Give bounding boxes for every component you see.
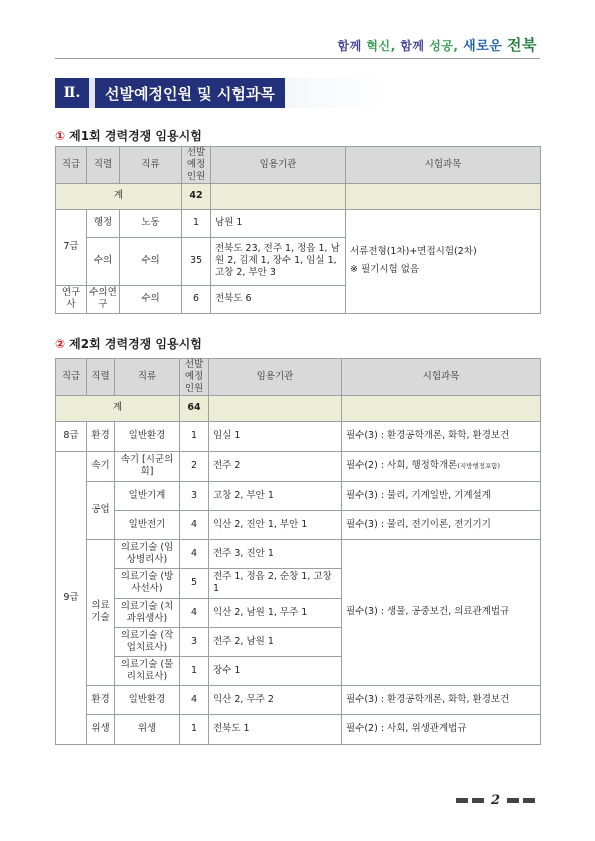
table-row [56, 421, 541, 451]
cell-series: 위생 [87, 714, 115, 744]
slogan-part: 성공, [429, 39, 459, 53]
total-row [56, 395, 541, 421]
cell-class: 일반기계 [115, 481, 180, 510]
footer-bar [456, 798, 468, 803]
col-header-agency: 임용기관 [211, 147, 346, 184]
cell-count: 4 [180, 510, 209, 539]
cell-grade: 7급 [56, 209, 87, 285]
table-row [56, 510, 541, 539]
page-footer [456, 793, 535, 808]
cell-grade: 9급 [56, 451, 87, 744]
exam1-title: 제1회 경력경쟁 임용시험 [69, 129, 202, 143]
footer-bar [472, 798, 484, 803]
subjects-text: 필수(2) : 사회, 행정학개론 [346, 460, 458, 472]
cell-class: 수의 [120, 285, 182, 313]
cell-class: 수의 [120, 237, 182, 285]
table-header-row [56, 359, 541, 396]
col-header-grade: 직급 [56, 359, 87, 396]
page-number: 2 [490, 793, 500, 808]
col-header-subjects: 시험과목 [342, 359, 541, 396]
cell-class: 일반환경 [115, 421, 180, 451]
table-row [56, 209, 541, 237]
cell-count: 4 [180, 539, 209, 568]
section-title: 선발예정인원 및 시험과목 [95, 78, 285, 108]
cell-count: 35 [182, 237, 211, 285]
cell-class: 의료기술 (물리치료사) [115, 656, 180, 685]
slogan-part: 함께 [400, 39, 425, 53]
cell-agency: 전주 2, 남원 1 [209, 627, 342, 656]
header-divider [55, 58, 540, 59]
exam2-table [55, 358, 541, 745]
cell-class: 일반전기 [115, 510, 180, 539]
cell-count: 1 [182, 209, 211, 237]
total-label: 계 [56, 395, 180, 421]
cell-series: 수의연구 [87, 285, 120, 313]
cell-agency: 전북도 6 [211, 285, 346, 313]
col-header-subjects: 시험과목 [346, 147, 541, 184]
subjects-note: (지방행정포함) [457, 462, 501, 471]
col-header-series: 직렬 [87, 147, 120, 184]
cell-subjects: 필수(3) : 생물, 공중보건, 의료관계법규 [342, 539, 541, 685]
cell-subjects: 필수(3) : 물리, 전기이론, 전기기기 [342, 510, 541, 539]
cell-subjects: 필수(3) : 물리, 기계일반, 기계설계 [342, 481, 541, 510]
cell-grade: 8급 [56, 421, 87, 451]
total-label: 계 [56, 183, 182, 209]
section-header [55, 78, 385, 108]
slogan-part: 전북 [507, 36, 537, 54]
cell-subjects: 필수(3) : 환경공학개론, 화학, 환경보건 [342, 685, 541, 714]
subjects-note: ※ 필기시험 없음 [350, 264, 420, 276]
total-row [56, 183, 541, 209]
cell-series: 공업 [87, 481, 115, 539]
exam1-table [55, 146, 541, 314]
table-row [56, 714, 541, 744]
cell-grade: 연구사 [56, 285, 87, 313]
total-count: 64 [180, 395, 209, 421]
col-header-agency: 임용기관 [209, 359, 342, 396]
col-header-grade: 직급 [56, 147, 87, 184]
cell-agency: 전북도 23, 전주 1, 정읍 1, 남원 2, 김제 1, 장수 1, 임실 1, 고창 2, 부안 3 [211, 237, 346, 285]
table-row [56, 481, 541, 510]
cell-series: 수의 [87, 237, 120, 285]
footer-bar [523, 798, 535, 803]
total-count: 42 [182, 183, 211, 209]
cell-subjects: 필수(3) : 환경공학개론, 화학, 환경보건 [342, 421, 541, 451]
cell-agency: 장수 1 [209, 656, 342, 685]
exam2-title: 제2회 경력경쟁 임용시험 [69, 337, 202, 351]
col-header-class: 직류 [115, 359, 180, 396]
cell-agency: 임실 1 [209, 421, 342, 451]
cell-class: 위생 [115, 714, 180, 744]
table-header-row [56, 147, 541, 184]
cell-subjects [346, 209, 541, 313]
cell-agency: 전주 3, 진안 1 [209, 539, 342, 568]
cell-agency: 익산 2, 진안 1, 부안 1 [209, 510, 342, 539]
cell-agency: 전주 1, 정읍 2, 순창 1, 고창 1 [209, 568, 342, 598]
cell-class: 의료기술 (방사선사) [115, 568, 180, 598]
cell-count: 4 [180, 685, 209, 714]
cell-class: 의료기술 (작업치료사) [115, 627, 180, 656]
slogan-part: 새로운 [463, 39, 503, 54]
cell-series: 환경 [87, 421, 115, 451]
exam1-marker: ① [55, 129, 66, 143]
col-header-planned: 선발예정인원 [180, 359, 209, 396]
exam1-heading [55, 127, 202, 144]
cell-agency: 전주 2 [209, 451, 342, 481]
table-row [56, 451, 541, 481]
slogan-part: 함께 [337, 39, 362, 53]
cell-count: 2 [180, 451, 209, 481]
exam2-marker: ② [55, 337, 66, 351]
cell-subjects: 필수(2) : 사회, 위생관계법규 [342, 714, 541, 744]
cell-subjects [342, 451, 541, 481]
cell-agency: 전북도 1 [209, 714, 342, 744]
cell-class: 일반환경 [115, 685, 180, 714]
cell-count: 1 [180, 714, 209, 744]
cell-count: 5 [180, 568, 209, 598]
cell-count: 1 [180, 421, 209, 451]
cell-count: 6 [182, 285, 211, 313]
cell-series: 속기 [87, 451, 115, 481]
col-header-planned: 선발예정인원 [182, 147, 211, 184]
table-row [56, 539, 541, 568]
cell-series: 행정 [87, 209, 120, 237]
cell-agency: 남원 1 [211, 209, 346, 237]
header-slogan [338, 34, 537, 55]
cell-count: 4 [180, 598, 209, 627]
footer-bar [507, 798, 519, 803]
table-row [56, 685, 541, 714]
cell-class: 속기 [시군의회] [115, 451, 180, 481]
cell-class: 의료기술 (임상병리사) [115, 539, 180, 568]
cell-count: 3 [180, 481, 209, 510]
cell-agency: 익산 2, 남원 1, 무주 1 [209, 598, 342, 627]
col-header-class: 직류 [120, 147, 182, 184]
slogan-part: 혁신, [366, 39, 396, 53]
cell-agency: 고창 2, 부안 1 [209, 481, 342, 510]
exam2-heading [55, 335, 202, 352]
cell-series: 의료기술 [87, 539, 115, 685]
cell-class: 노동 [120, 209, 182, 237]
cell-count: 3 [180, 627, 209, 656]
col-header-series: 직렬 [87, 359, 115, 396]
cell-class: 의료기술 (치과위생사) [115, 598, 180, 627]
cell-agency: 익산 2, 무주 2 [209, 685, 342, 714]
cell-count: 1 [180, 656, 209, 685]
cell-series: 환경 [87, 685, 115, 714]
subjects-text: 서류전형(1차)+면접시험(2차) [350, 246, 477, 258]
section-number: Ⅱ. [55, 78, 89, 108]
